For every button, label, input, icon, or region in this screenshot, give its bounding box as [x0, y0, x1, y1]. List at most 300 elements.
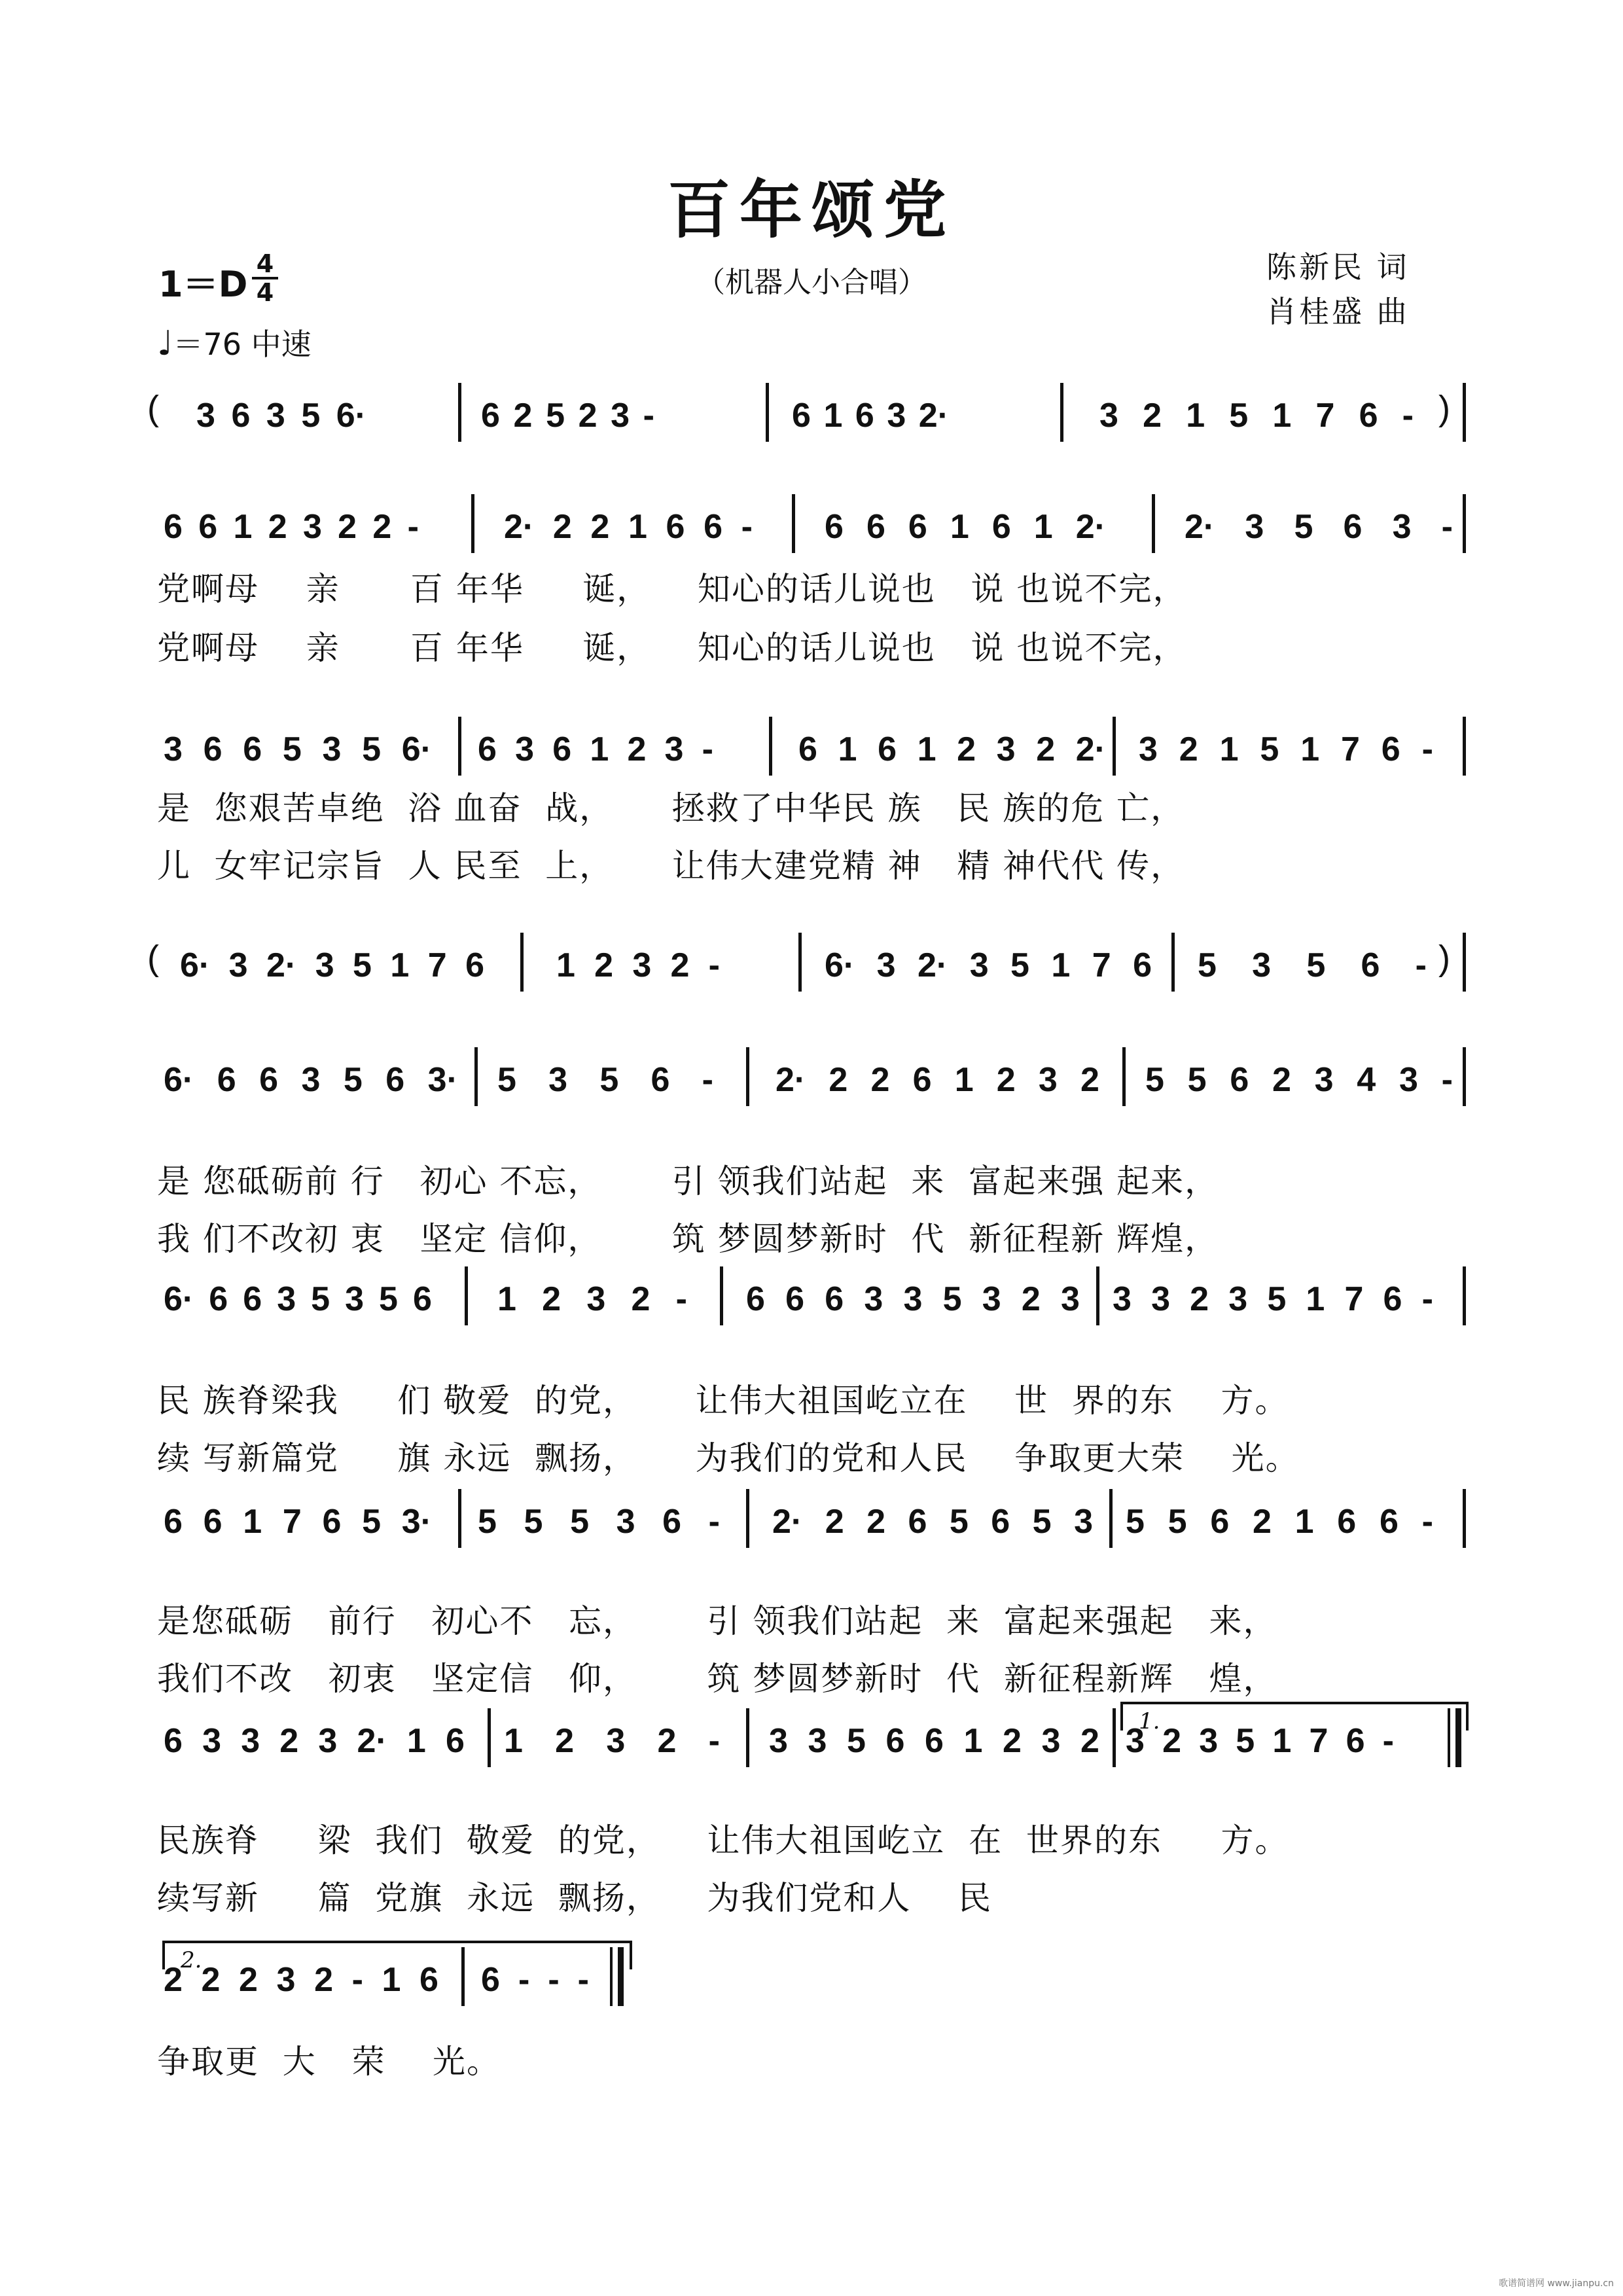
note: 6· — [180, 946, 211, 984]
lyric-line: 儿 女牢记宗旨 人 民至 上， 让伟大建党精 神 精 神代代 传， — [157, 847, 1185, 885]
note: 1 — [1306, 1280, 1325, 1318]
barline — [465, 1266, 468, 1325]
note: 2 — [825, 1503, 844, 1541]
note: 3 — [202, 1722, 222, 1760]
note: 6 — [651, 1061, 670, 1099]
note: 3 — [548, 1061, 568, 1099]
lyric-line: 党啊母 亲 百 年华 诞， 知心的话儿说也 说 也说不完， — [157, 570, 1187, 608]
note: 3 — [1139, 730, 1158, 768]
measure — [798, 723, 1106, 776]
note: 5 — [301, 397, 321, 435]
note: 6 — [662, 1503, 682, 1541]
note: 1 — [628, 508, 647, 546]
note: 3 — [1113, 1280, 1132, 1318]
note: 5 — [1229, 397, 1249, 435]
note: 2 — [829, 1061, 848, 1099]
note: 3 — [887, 397, 906, 435]
measure — [746, 1273, 1080, 1325]
note: 3 — [1038, 1061, 1058, 1099]
note: 6 — [217, 1061, 236, 1099]
note: 6 — [203, 730, 223, 768]
note: 5 — [362, 730, 382, 768]
note: 7 — [1092, 946, 1111, 984]
note: 1 — [1272, 1722, 1292, 1760]
note: 1 — [556, 946, 575, 984]
note: 2· — [776, 1061, 806, 1099]
note: 2 — [513, 397, 533, 435]
note: 2· — [918, 946, 948, 984]
note: 6 — [878, 730, 897, 768]
note: 6 — [885, 1722, 905, 1760]
music-system — [0, 383, 1623, 481]
lyric-line: 争取更 大 荣 光。 — [157, 2043, 501, 2081]
note: 3 — [769, 1722, 788, 1760]
note: 1 — [382, 1961, 401, 1999]
note: 3 — [864, 1280, 883, 1318]
note: 1 — [233, 508, 253, 546]
note: 2 — [164, 1961, 183, 1999]
barline — [1463, 494, 1466, 553]
measure — [556, 939, 720, 992]
note: 6 — [866, 508, 885, 546]
note: 6 — [259, 1061, 279, 1099]
note: 3 — [276, 1961, 296, 1999]
note: 2 — [555, 1722, 575, 1760]
note: 6 — [481, 397, 500, 435]
note: 3 — [345, 1280, 365, 1318]
note: 2 — [201, 1961, 221, 1999]
time-signature-bottom: 4 — [256, 278, 274, 307]
note: 2 — [996, 1061, 1016, 1099]
note: 2· — [1075, 508, 1106, 546]
barline — [1463, 717, 1466, 776]
barline — [1463, 383, 1466, 442]
lyric-line: 是 您砥砺前 行 初心 不忘， 引 领我们站起 来 富起来强 起来， — [157, 1162, 1219, 1200]
note: 5 — [379, 1280, 398, 1318]
note: 6 — [1230, 1061, 1249, 1099]
note: 2 — [627, 730, 647, 768]
note: 2 — [1143, 397, 1162, 435]
tempo-marking — [157, 321, 312, 364]
note: 2· — [266, 946, 297, 984]
tempo-text: ＝76 中速 — [173, 327, 312, 362]
note: 6 — [825, 508, 844, 546]
note: 3 — [969, 946, 989, 984]
note: 2· — [1075, 730, 1106, 768]
note: 6 — [419, 1961, 438, 1999]
note: 5 — [1010, 946, 1029, 984]
note: 3 — [903, 1280, 923, 1318]
note: 1 — [917, 730, 936, 768]
note: 5 — [1260, 730, 1279, 768]
note: - — [1382, 1722, 1394, 1760]
barline — [458, 717, 461, 776]
note: 6 — [231, 397, 251, 435]
repeat-close-paren: ) — [1438, 939, 1450, 978]
note: 2· — [918, 397, 949, 435]
note: 6 — [478, 730, 497, 768]
note: 3 — [322, 730, 342, 768]
note: 3 — [996, 730, 1016, 768]
first-ending-bracket — [1120, 1702, 1469, 1734]
note: 2· — [772, 1503, 803, 1541]
note: 7 — [1340, 730, 1360, 768]
note: - — [548, 1961, 560, 1999]
barline — [1171, 933, 1175, 992]
note: - — [1441, 508, 1453, 546]
watermark: 歌谱简谱网 www.jianpu.cn — [1499, 2278, 1614, 2289]
note: 2 — [268, 508, 287, 546]
time-signature — [252, 251, 278, 306]
note: 5 — [1267, 1280, 1287, 1318]
note: 3 — [515, 730, 535, 768]
note: 6 — [704, 508, 722, 546]
note: 5 — [1306, 946, 1326, 984]
lyric-line: 我 们不改初 衷 坚定 信仰， 筑 梦圆梦新时 代 新征程新 辉煌， — [157, 1220, 1219, 1258]
note: 7 — [1344, 1280, 1364, 1318]
note: 2 — [279, 1722, 299, 1760]
note: 5 — [599, 1061, 619, 1099]
note: 6 — [203, 1503, 223, 1541]
measure — [164, 723, 432, 776]
note: 5 — [1198, 946, 1217, 984]
note: 3 — [1314, 1061, 1334, 1099]
note: 1 — [838, 730, 857, 768]
note: 6· — [164, 1280, 194, 1318]
note: 6 — [1383, 1280, 1402, 1318]
note: - — [702, 730, 713, 768]
note: 6 — [209, 1280, 228, 1318]
note: 3 — [982, 1280, 1001, 1318]
note: 6 — [991, 1503, 1010, 1541]
note: 1 — [590, 730, 609, 768]
note: 3 — [1392, 508, 1412, 546]
note: 6 — [1379, 1503, 1399, 1541]
measure — [1139, 723, 1433, 776]
note: 5 — [353, 946, 372, 984]
measure — [478, 723, 713, 776]
note: 1 — [950, 508, 969, 546]
note: - — [708, 1503, 720, 1541]
barline — [1113, 717, 1116, 776]
measure — [1198, 939, 1427, 992]
note: 5 — [570, 1503, 589, 1541]
barline — [1463, 1047, 1466, 1106]
repeat-open-paren: ( — [147, 939, 159, 978]
note: 3 — [196, 397, 215, 435]
note: - — [407, 508, 419, 546]
note: 3 — [1074, 1503, 1093, 1541]
measure — [497, 1054, 713, 1106]
note: 2 — [552, 508, 572, 546]
barline — [1113, 1708, 1116, 1767]
note: 2 — [866, 1503, 886, 1541]
note: - — [577, 1961, 589, 1999]
note: - — [1421, 1503, 1433, 1541]
note: 6· — [825, 946, 855, 984]
lyric-line: 我们不改 初衷 坚定信 仰， 筑 梦圆梦新时 代 新征程新辉 煌， — [157, 1660, 1277, 1698]
note: 6 — [855, 397, 874, 435]
note: 2· — [504, 508, 535, 546]
measure — [164, 501, 419, 553]
barline — [474, 1047, 478, 1106]
note: - — [1441, 1061, 1453, 1099]
measure — [1145, 1054, 1453, 1106]
measure — [164, 1273, 432, 1325]
note: - — [1421, 1280, 1433, 1318]
note: 6 — [1381, 730, 1400, 768]
note: 5 — [949, 1503, 969, 1541]
note: 3 — [808, 1722, 827, 1760]
note: 3 — [1099, 397, 1118, 435]
note: 6· — [164, 1061, 194, 1099]
measure — [196, 389, 366, 442]
note: 5 — [282, 730, 302, 768]
note: 3 — [1151, 1280, 1170, 1318]
note: 3 — [1228, 1280, 1248, 1318]
barline — [1096, 1266, 1099, 1325]
barline — [766, 383, 769, 442]
note: 1 — [963, 1722, 983, 1760]
measure — [825, 501, 1106, 553]
note: - — [518, 1961, 530, 1999]
note: 5 — [478, 1503, 497, 1541]
note: 2 — [1003, 1722, 1022, 1760]
measure — [769, 1715, 1099, 1767]
first-ending-label: 1. — [1139, 1708, 1160, 1734]
note: 5 — [1126, 1503, 1145, 1541]
note: - — [1402, 397, 1414, 435]
note: 5 — [847, 1722, 866, 1760]
note: 3 — [318, 1722, 338, 1760]
note: 6 — [908, 1503, 927, 1541]
measure — [164, 1496, 432, 1548]
note: 3 — [611, 397, 630, 435]
note: 5 — [1294, 508, 1313, 546]
barline — [1463, 1266, 1466, 1325]
note: 6 — [1210, 1503, 1230, 1541]
note: 4 — [1357, 1061, 1376, 1099]
key-signature: 1＝D — [158, 264, 248, 305]
note: 6 — [465, 946, 484, 984]
note: 1 — [243, 1503, 262, 1541]
note: 3 — [876, 946, 896, 984]
note: 6 — [385, 1061, 405, 1099]
note: 3 — [1126, 1722, 1145, 1760]
note: 6 — [481, 1961, 500, 1999]
note: - — [702, 1061, 713, 1099]
note: 5 — [1187, 1061, 1207, 1099]
note: - — [708, 1722, 720, 1760]
barline — [1463, 933, 1466, 992]
barline — [458, 1489, 461, 1548]
note: 5 — [1236, 1722, 1255, 1760]
note: 2 — [657, 1722, 677, 1760]
note: 3 — [1061, 1280, 1080, 1318]
barline — [458, 383, 461, 442]
lyric-line: 党啊母 亲 百 年华 诞， 知心的话儿说也 说 也说不完， — [157, 629, 1187, 667]
time-signature-top: 4 — [252, 251, 278, 279]
note: 3 — [664, 730, 684, 768]
measure — [792, 389, 949, 442]
note: 1 — [497, 1280, 516, 1318]
barline — [520, 933, 524, 992]
song-subtitle: （机器人小合唱） — [696, 266, 927, 299]
note: 6 — [908, 508, 927, 546]
note: 3 — [586, 1280, 606, 1318]
measure — [825, 939, 1152, 992]
note: 2 — [338, 508, 357, 546]
note: 3 — [302, 508, 322, 546]
note: - — [643, 397, 654, 435]
note: 3 — [266, 397, 285, 435]
lyric-line: 是您砥砺 前行 初心不 忘， 引 领我们站起 来 富起来强起 来， — [157, 1602, 1277, 1640]
note: 5 — [942, 1280, 962, 1318]
note: 6 — [925, 1722, 944, 1760]
note: 2 — [1179, 730, 1198, 768]
note: 6 — [1337, 1503, 1357, 1541]
barline — [720, 1266, 723, 1325]
note: 6 — [164, 1722, 183, 1760]
quarter-note-icon: ♩ — [157, 324, 173, 363]
note: 6 — [991, 508, 1011, 546]
note: 1 — [1051, 946, 1071, 984]
barline — [1152, 494, 1155, 553]
note: 3 — [1041, 1722, 1061, 1760]
measure — [1185, 501, 1453, 553]
note: 2 — [1080, 1722, 1099, 1760]
note: 3 — [1199, 1722, 1219, 1760]
music-system — [0, 1047, 1623, 1145]
note: 3 — [1399, 1061, 1418, 1099]
second-ending-label: 2. — [181, 1947, 202, 1973]
note: 2 — [239, 1961, 258, 1999]
lyric-line: 民族脊 梁 我们 敬爱 的党， 让伟大祖国屹立 在 世界的东 方。 — [157, 1821, 1289, 1859]
barline — [1463, 1489, 1466, 1548]
measure — [164, 1715, 465, 1767]
music-system — [0, 1266, 1623, 1365]
repeat-open-paren: ( — [147, 389, 159, 428]
note: 1 — [823, 397, 843, 435]
note: 6 — [413, 1280, 432, 1318]
note: 6· — [336, 397, 366, 435]
music-system — [0, 933, 1623, 1031]
note: 2 — [1252, 1503, 1272, 1541]
note: - — [708, 946, 720, 984]
composer-credit: 肖桂盛 曲 — [1266, 294, 1410, 329]
note: 6 — [746, 1280, 765, 1318]
note: 6 — [243, 730, 262, 768]
measure — [504, 1715, 720, 1767]
measure — [772, 1496, 1093, 1548]
note: 6 — [666, 508, 685, 546]
note: 2 — [590, 508, 610, 546]
song-title: 百年颂党 — [668, 173, 955, 247]
note: 2 — [1021, 1280, 1041, 1318]
note: 5 — [546, 397, 565, 435]
note: 1 — [1294, 1503, 1314, 1541]
measure — [180, 939, 484, 992]
repeat-close-paren: ) — [1438, 389, 1450, 428]
note: 1 — [1033, 508, 1053, 546]
note: 2 — [631, 1280, 651, 1318]
measure — [504, 501, 753, 553]
note: 2 — [372, 508, 392, 546]
barline — [769, 717, 772, 776]
note: 2 — [1080, 1061, 1099, 1099]
note: 5 — [311, 1280, 330, 1318]
lyric-line: 续 写新篇党 旗 永远 飘扬， 为我们的党和人民 争取更大荣 光。 — [157, 1439, 1300, 1477]
note: - — [1421, 730, 1433, 768]
note: 5 — [343, 1061, 363, 1099]
note: 3 — [301, 1061, 321, 1099]
note: 3 — [241, 1722, 260, 1760]
note: 5 — [1145, 1061, 1164, 1099]
note: 5 — [1032, 1503, 1052, 1541]
note: 6 — [792, 397, 811, 435]
note: 6 — [322, 1503, 342, 1541]
note: 2 — [594, 946, 614, 984]
note: 5 — [362, 1503, 382, 1541]
barline — [746, 1489, 749, 1548]
second-ending-bracket — [162, 1941, 632, 1973]
note: 2· — [1185, 508, 1215, 546]
note: 1 — [1272, 397, 1292, 435]
note: - — [741, 508, 753, 546]
note: 2 — [870, 1061, 890, 1099]
lyric-line: 续写新 篇 党旗 永远 飘扬， 为我们党和人 民 — [157, 1879, 992, 1917]
note: 3 — [1252, 946, 1272, 984]
note: 1 — [1300, 730, 1320, 768]
note: 1 — [1219, 730, 1239, 768]
barline — [746, 1047, 749, 1106]
note: 6 — [552, 730, 572, 768]
note: 6 — [912, 1061, 932, 1099]
lyricist-credit: 陈新民 词 — [1266, 249, 1410, 285]
measure — [164, 1054, 458, 1106]
note: 2 — [542, 1280, 562, 1318]
note: 3 — [164, 730, 183, 768]
note: 7 — [427, 946, 447, 984]
measure — [481, 389, 654, 442]
note: 6 — [1343, 508, 1363, 546]
note: 6 — [198, 508, 218, 546]
barline — [488, 1708, 491, 1767]
note: 3 — [315, 946, 334, 984]
note: 2 — [314, 1961, 333, 1999]
measure — [1126, 1496, 1433, 1548]
lyric-line: 是 您艰苦卓绝 浴 血奋 战， 拯救了中华民 族 民 族的危 亡， — [157, 789, 1185, 827]
barline — [1060, 383, 1063, 442]
note: 6· — [401, 730, 432, 768]
note: 2 — [1036, 730, 1056, 768]
note: 2· — [357, 1722, 387, 1760]
note: 1 — [406, 1722, 426, 1760]
note: 6 — [1359, 397, 1378, 435]
barline — [471, 494, 474, 553]
note: 3 — [606, 1722, 626, 1760]
note: 3 — [632, 946, 652, 984]
note: 7 — [1309, 1722, 1329, 1760]
measure — [1099, 389, 1414, 442]
music-system — [0, 1489, 1623, 1587]
note: 6 — [445, 1722, 465, 1760]
note: 1 — [390, 946, 410, 984]
note: - — [1415, 946, 1427, 984]
note: 3 — [277, 1280, 296, 1318]
note: 3 — [616, 1503, 635, 1541]
note: 6 — [1361, 946, 1380, 984]
